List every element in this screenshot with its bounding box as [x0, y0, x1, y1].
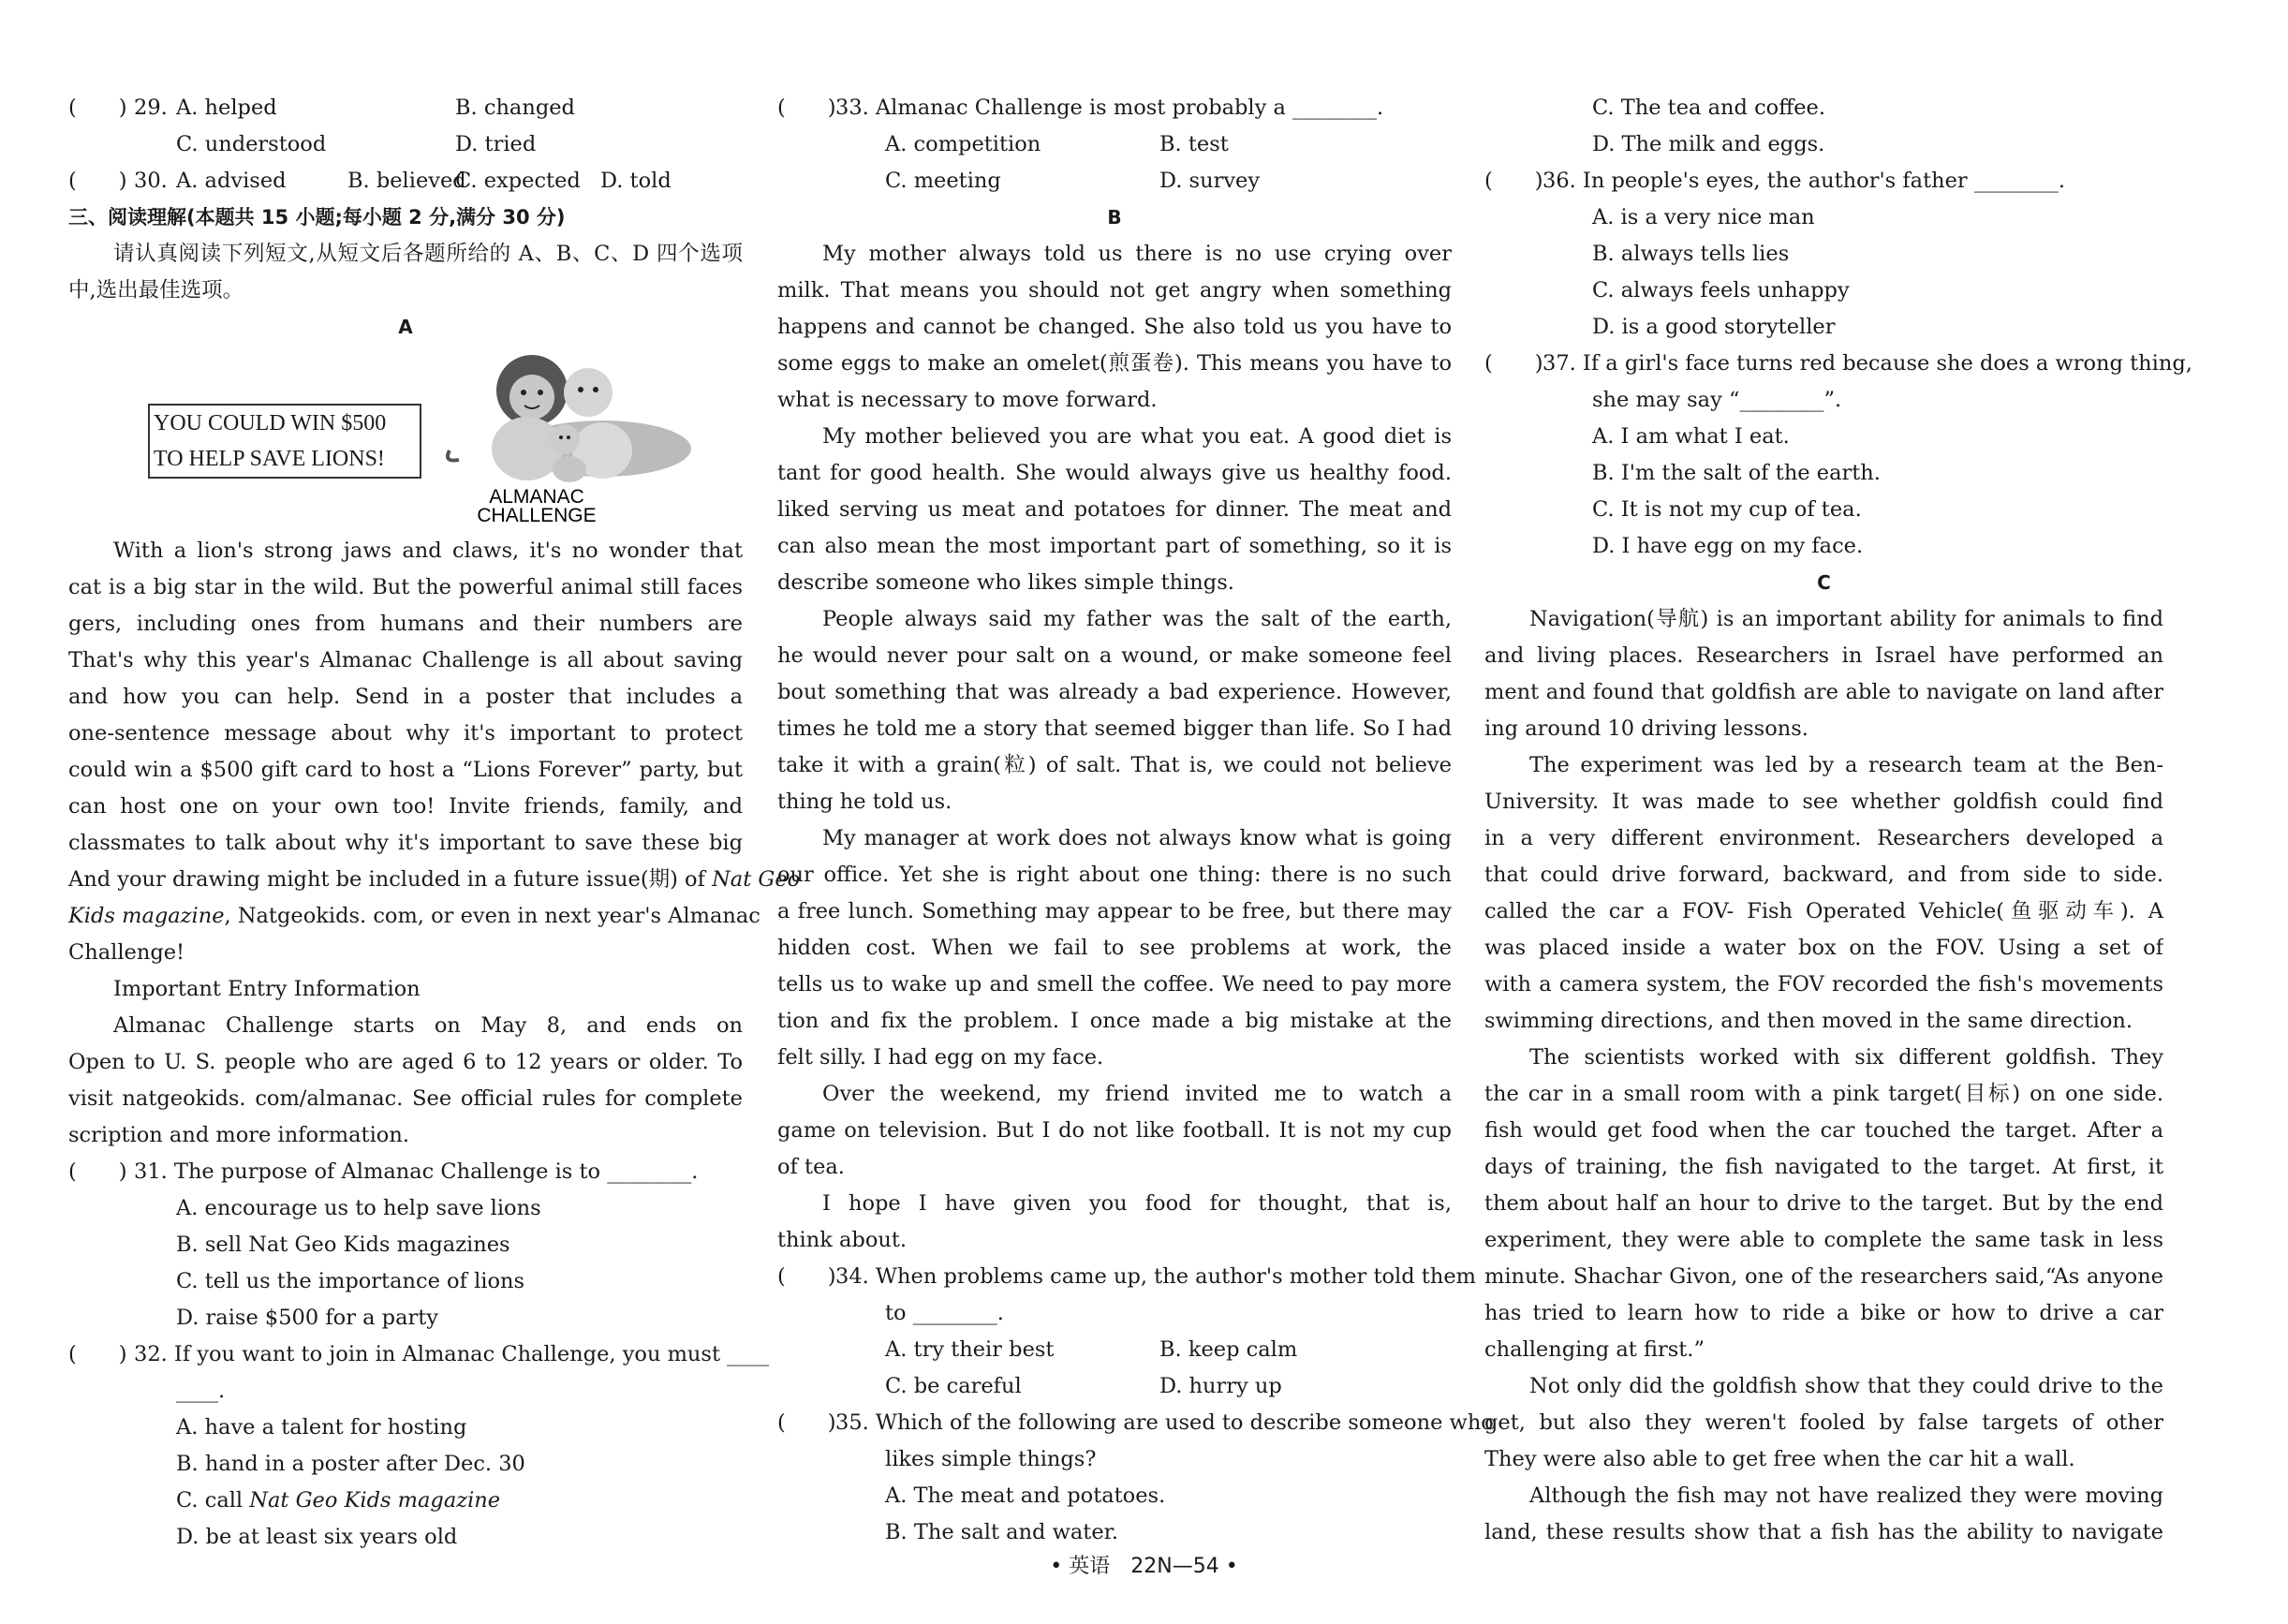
option-a: A. The meat and potatoes.: [885, 1484, 1166, 1508]
text-line: ment and found that goldfish are able to navigate on land after: [1484, 680, 2163, 704]
text-line: Challenge!: [68, 940, 185, 965]
question-stem: 36. In people's eyes, the author's father ________.: [1543, 169, 2065, 193]
question-32: [68, 1336, 770, 1556]
text-line: thing he told us.: [777, 790, 952, 814]
option-a: A. is a very nice man: [1592, 205, 1815, 229]
text-line: he would never pour salt on a wound, or make someone feel: [777, 643, 1452, 668]
text-line: milk. That means you should not get angry when something: [777, 278, 1452, 303]
passage-b-para-2: [777, 419, 1452, 601]
promo-text-box: [148, 404, 421, 479]
option-b: B. I'm the salt of the earth.: [1592, 461, 1881, 485]
option-b: B. hand in a poster after Dec. 30: [176, 1452, 525, 1476]
text-line: them about half an hour to drive to the target. But by the end: [1484, 1191, 2163, 1216]
passage-b-para-5: [777, 1076, 1452, 1186]
option-d: D. tried: [455, 132, 537, 156]
magazine-title: Kids magazine: [68, 904, 225, 928]
text-line: Not only did the goldfish show that they could drive to the: [1529, 1374, 2163, 1398]
text-line: called the car a FOV- Fish Operated Vehicle(鱼驱动车). A: [1484, 899, 2163, 923]
text-line: [68, 862, 801, 898]
answer-bracket: ( ): [777, 1264, 836, 1289]
text-line: tion and fix the problem. I once made a big mistake at the: [777, 1009, 1452, 1033]
text-line: think about.: [777, 1228, 908, 1252]
text-line: [68, 898, 760, 935]
text-line: has tried to learn how to ride a bike or how to drive a car: [1484, 1301, 2163, 1325]
text-line: that could drive forward, backward, and from side to side.: [1484, 863, 2163, 887]
text-line: bout something that was already a bad experience. However,: [777, 680, 1452, 704]
answer-bracket: ( ): [1484, 169, 1543, 193]
answer-bracket: ( ): [68, 1342, 127, 1366]
question-29: [68, 90, 743, 126]
passage-b-para-3: [777, 601, 1452, 820]
question-stem: 31. The purpose of Almanac Challenge is to ________.: [134, 1159, 699, 1184]
text-line: University. It was made to see whether goldfish could find: [1484, 790, 2163, 814]
passage-b-para-1: [777, 236, 1452, 419]
text-line: fish would get food when the car touched the target. After a: [1484, 1118, 2163, 1143]
text-line: scription and more information.: [68, 1123, 409, 1147]
text-line: describe someone who likes simple things.: [777, 570, 1234, 595]
option-a: A. encourage us to help save lions: [176, 1196, 541, 1220]
text-line: our office. Yet she is right about one thing: there is no such: [777, 863, 1452, 887]
text-line: People always said my father was the salt of the earth,: [822, 607, 1452, 631]
passage-a-label: A: [398, 316, 413, 338]
page-footer: • 英语 22N—54 •: [1050, 1555, 1238, 1578]
text-line: happens and cannot be changed. She also told us you have to: [777, 315, 1452, 339]
text-line: Almanac Challenge starts on May 8, and ends on: [113, 1013, 743, 1038]
column-1: [68, 90, 801, 1556]
instruction-line-1: 请认真阅读下列短文,从短文后各题所给的 A、B、C、D 四个选项: [113, 242, 743, 266]
passage-c-para-1: [1484, 601, 2163, 747]
text-line: My mother believed you are what you eat. A good diet is: [822, 424, 1452, 449]
text-line: swimming directions, and then moved in the same direction.: [1484, 1009, 2133, 1033]
option-d: D. raise $500 for a party: [176, 1306, 439, 1330]
option-d: D. I have egg on my face.: [1592, 534, 1864, 558]
question-stem-cont: she may say “________”.: [1592, 388, 1842, 412]
text-line: challenging at first.”: [1484, 1337, 1705, 1362]
option-c: C. always feels unhappy: [1592, 278, 1850, 303]
passage-a-para-1: [68, 533, 801, 971]
option-b: B. changed: [455, 96, 575, 120]
option-b: B. believed: [347, 169, 466, 193]
text-line: minute. Shachar Givon, one of the researchers said,“As anyone: [1484, 1264, 2163, 1289]
text-line: can also mean the most important part of something, so it is: [777, 534, 1452, 558]
text-line: days of training, the fish navigated to the target. At first, it: [1484, 1155, 2163, 1179]
magazine-title: Nat Geo: [712, 867, 801, 892]
question-stem: 35. Which of the following are used to describe someone who: [835, 1410, 1494, 1435]
text-line: game on television. But I do not like football. It is not my cup: [777, 1118, 1452, 1143]
promo-banner: [68, 346, 743, 533]
question-33: [777, 90, 1452, 199]
text-line: liked serving us meat and potatoes for dinner. The meat and: [777, 497, 1452, 522]
answer-bracket: ( ): [777, 96, 836, 120]
text-line: cat is a big star in the wild. But the powerful animal still faces: [68, 575, 743, 599]
text-line: visit natgeokids. com/almanac. See official rules for complete: [68, 1086, 743, 1111]
option-b: B. always tells lies: [1592, 242, 1790, 266]
text-line: Open to U. S. people who are aged 6 to 12 years or older. To: [68, 1050, 743, 1074]
text-line: get, but also they weren't fooled by false targets of other: [1484, 1410, 2163, 1435]
option-d: D. told: [600, 169, 672, 193]
passage-a-para-2: [68, 1008, 743, 1154]
text-line: My mother always told us there is no use crying over: [822, 242, 1452, 266]
option-c: C. tell us the importance of lions: [176, 1269, 525, 1293]
option-c: C. be careful: [885, 1374, 1022, 1398]
answer-bracket: ( ): [68, 1159, 127, 1184]
option-a: A. I am what I eat.: [1592, 424, 1790, 449]
text-line: That's why this year's Almanac Challenge is all about saving: [68, 648, 743, 672]
option-c: C. expected: [455, 169, 581, 193]
magazine-title: Nat Geo Kids magazine: [249, 1488, 501, 1513]
question-number: 29.: [134, 96, 168, 120]
option-a: A. helped: [176, 96, 277, 120]
option-c: [176, 1483, 500, 1519]
option-b: B. test: [1159, 132, 1229, 156]
text-line: They were also able to get free when the car hit a wall.: [1484, 1447, 2075, 1471]
text-line: classmates to talk about why it's important to save these big: [68, 831, 743, 855]
text-line: My manager at work does not always know what is going: [822, 826, 1452, 850]
text-line: take it with a grain(粒) of salt. That is, we could not believe: [777, 753, 1452, 777]
answer-bracket: ( ): [1484, 351, 1543, 376]
question-35: [777, 1405, 1494, 1551]
answer-bracket: ( ): [777, 1410, 836, 1435]
text-line: With a lion's strong jaws and claws, it's no wonder that: [113, 539, 743, 563]
question-stem-cont: likes simple things?: [885, 1447, 1097, 1471]
question-stem: 32. If you want to join in Almanac Challenge, you must ____: [134, 1342, 770, 1366]
text-line: of tea.: [777, 1155, 845, 1179]
text-line: a free lunch. Something may appear to be free, but there may: [777, 899, 1452, 923]
text-line: one-sentence message about why it's important to protect: [68, 721, 743, 746]
text-line: experiment, they were able to complete the same task in less: [1484, 1228, 2163, 1252]
option-c: C. understood: [176, 132, 327, 156]
option-a: A. competition: [885, 132, 1041, 156]
passage-c-para-2: [1484, 747, 2163, 1040]
text-line: The scientists worked with six different goldfish. They: [1529, 1045, 2163, 1070]
text-line: hidden cost. When we fail to see problems at work, the: [777, 936, 1452, 960]
text-line: times he told me a story that seemed bigger than life. So I had: [777, 716, 1452, 741]
question-stem: 33. Almanac Challenge is most probably a ________.: [835, 96, 1384, 120]
question-30: [68, 163, 743, 199]
question-37: [1484, 346, 2192, 565]
option-d: D. be at least six years old: [176, 1525, 458, 1549]
question-stem: 37. If a girl's face turns red because she does a wrong thing,: [1543, 351, 2192, 376]
section-heading: 三、阅读理解(本题共 15 小题;每小题 2 分,满分 30 分): [68, 206, 566, 229]
text-line: tant for good health. She would always give us healthy food.: [777, 461, 1452, 485]
text-line: The experiment was led by a research team at the Ben-: [1529, 753, 2163, 777]
option-c: C. It is not my cup of tea.: [1592, 497, 1862, 522]
option-a: A. try their best: [885, 1337, 1055, 1362]
answer-bracket: ( ): [68, 96, 127, 120]
option-b: B. keep calm: [1159, 1337, 1298, 1362]
option-d: D. is a good storyteller: [1592, 315, 1836, 339]
text-line: ing around 10 driving lessons.: [1484, 716, 1808, 741]
passage-b-label: B: [1107, 206, 1122, 229]
promo-line-1: YOU COULD WIN $500: [154, 411, 387, 436]
text-span: And your drawing might be included in a future issue(期) of: [68, 867, 705, 892]
passage-c-para-5: [1484, 1478, 2163, 1551]
passage-b-para-4: [777, 820, 1452, 1076]
text-line: and how you can help. Send in a poster that includes a: [68, 685, 743, 709]
text-line: was placed inside a water box on the FOV. Using a set of: [1484, 936, 2163, 960]
question-31: [68, 1154, 743, 1336]
option-b: B. sell Nat Geo Kids magazines: [176, 1233, 510, 1257]
question-34: [777, 1259, 1476, 1405]
question-stem: 34. When problems came up, the author's mother told them: [835, 1264, 1476, 1289]
text-line: gers, including ones from humans and their numbers are: [68, 612, 743, 636]
column-3: [1484, 90, 2192, 1551]
question-36: [1484, 163, 2163, 346]
text-line: with a camera system, the FOV recorded the fish's movements: [1484, 972, 2163, 997]
entry-info-heading: Important Entry Information: [113, 977, 421, 1001]
option-a: A. advised: [176, 169, 287, 193]
logo-line-2: CHALLENGE: [477, 505, 597, 526]
lion-family-illustration: [438, 346, 747, 533]
passage-c-label: C: [1817, 571, 1831, 594]
text-line: and living places. Researchers in Israel have performed an: [1484, 643, 2163, 668]
passage-b-para-6: [777, 1186, 1452, 1259]
text-line: Although the fish may not have realized they were moving: [1529, 1484, 2163, 1508]
option-d: D. The milk and eggs.: [1592, 132, 1825, 156]
text-line: Over the weekend, my friend invited me to watch a: [822, 1082, 1452, 1106]
promo-line-2: TO HELP SAVE LIONS!: [154, 447, 385, 471]
instruction-line-2: 中,选出最佳选项。: [68, 278, 244, 303]
option-b: B. The salt and water.: [885, 1520, 1119, 1544]
text-span: , Natgeokids. com, or even in next year's Almanac: [224, 904, 760, 928]
text-line: felt silly. I had egg on my face.: [777, 1045, 1104, 1070]
text-line: I hope I have given you food for thought, that is,: [822, 1191, 1452, 1216]
question-29-options-cd: [68, 126, 743, 163]
text-line: some eggs to make an omelet(煎蛋卷). This means you have to: [777, 351, 1452, 376]
option-c: C. The tea and coffee.: [1592, 96, 1825, 120]
text-line: tells us to wake up and smell the coffee. We need to pay more: [777, 972, 1452, 997]
question-stem-cont: ____.: [176, 1379, 226, 1403]
question-number: 30.: [134, 169, 168, 193]
text-line: Navigation(导航) is an important ability for animals to find: [1529, 607, 2163, 631]
text-line: land, these results show that a fish has the ability to navigate: [1484, 1520, 2163, 1544]
option-a: A. have a talent for hosting: [176, 1415, 467, 1439]
option-d: D. survey: [1159, 169, 1261, 193]
text-line: could win a $500 gift card to host a “Lions Forever” party, but: [68, 758, 743, 782]
answer-bracket: ( ): [68, 169, 127, 193]
passage-c-para-4: [1484, 1368, 2163, 1478]
text-line: the car in a small room with a pink target(目标) on one side.: [1484, 1082, 2163, 1106]
option-c: C. meeting: [885, 169, 1001, 193]
text-line: what is necessary to move forward.: [777, 388, 1158, 412]
logo-line-1: ALMANAC: [489, 486, 584, 508]
question-stem-cont: to ________.: [885, 1301, 1004, 1325]
text-line: in a very different environment. Researchers developed a: [1484, 826, 2163, 850]
column-2: [777, 90, 1494, 1551]
option-d: D. hurry up: [1159, 1374, 1282, 1398]
option-c-prefix: C. call: [176, 1488, 250, 1513]
text-line: can host one on your own too! Invite friends, family, and: [68, 794, 743, 819]
passage-c-para-3: [1484, 1040, 2163, 1368]
